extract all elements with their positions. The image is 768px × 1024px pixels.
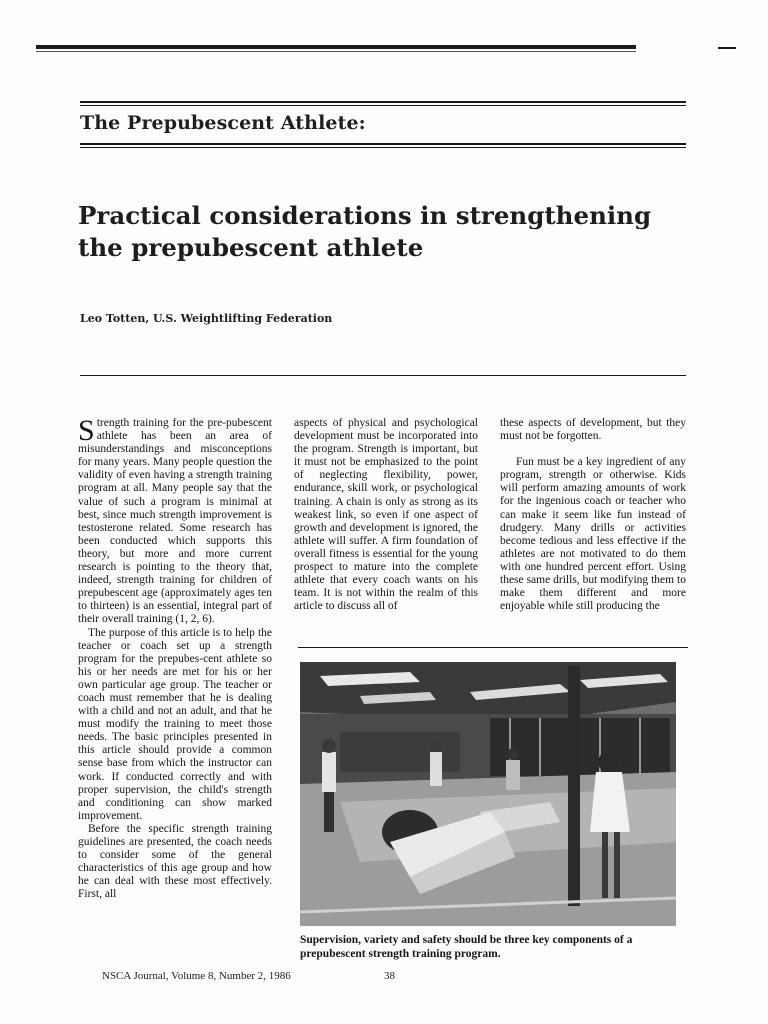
paragraph-4: aspects of physical and psychological development must be incorporated into the program. Strength is important, but it must not be emphasized to the point of neglecting flexibility, power, endurance, skill work, or psychological training. A chain is only as strong as its weakest link, so even if one aspect of growth and development is ignored, the athlete will suffer. A firm foundation of overall fitness is essential for the young prospect to mature into the complete athlete that every coach wants on his team. It is not within the realm of this article to discuss all of — [294, 417, 478, 613]
photo-caption: Supervision, variety and safety should be three key components of a prepubescent strength training program. — [300, 934, 633, 960]
photo-top-rule — [298, 647, 688, 648]
section-title: The Prepubescent Athlete: — [80, 112, 366, 134]
paragraph-2: The purpose of this article is to help the teacher or coach set up a strength program for the prepubes-cent athlete so his or her needs are met for his or her own particular age group. The teacher or coach must remember that he is dealing with a child and not an adult, and that he must modify the training to meet those needs. The basic principles presented in this article should provide a common sense base from which the instructor can work. If conducted correctly and with proper supervision, the child's strength and conditioning can show marked improvement. — [78, 626, 272, 822]
section-rule-top-2 — [80, 105, 686, 106]
article-title-line-1: Practical considerations in strengthening — [78, 201, 652, 230]
body-column-2 — [294, 417, 478, 613]
section-rule-bottom-2 — [80, 147, 686, 148]
gym-photo — [300, 662, 676, 926]
journal-citation: NSCA Journal, Volume 8, Number 2, 1986 — [102, 970, 291, 982]
section-rule-top-1 — [80, 101, 686, 103]
byline-divider — [80, 375, 686, 376]
article-title-line-2: the prepubescent athlete — [78, 233, 424, 262]
top-scan-bar-thin — [36, 51, 636, 52]
page-number: 38 — [384, 970, 395, 982]
section-rule-bottom-1 — [80, 143, 686, 145]
paragraph-6: Fun must be a key ingredient of any program, strength or otherwise. Kids will perform amazing amounts of work for the ingenious coach or teacher who can make it seem like fun instead of drudgery. Many drills or activities become tedious and less effective if the athletes are not motivated to do them with one hundred percent effort. Using these same drills, but modifying them to make them different and more enjoyable while still producing the — [500, 456, 686, 613]
article-title — [78, 200, 678, 264]
paragraph-1-text: trength training for the pre-pubescent athlete has been an area of misunderstandings and misconceptions for many years. Many people question the validity of even having a strength training program at all. Many people say that the value of such a program is minimal at best, since much strength improvement is testosterone related. Some research has been conducted which supports this theory, but more and more current research is pointing to the theory that, indeed, strength training for children of prepubescent age (approximately ages ten to thirteen) is an essential, integral part of their overall training (1, 2, 6). — [78, 417, 272, 626]
author-byline: Leo Totten, U.S. Weightlifting Federation — [80, 312, 333, 325]
body-column-3 — [500, 417, 686, 613]
top-scan-bar — [36, 45, 636, 49]
paragraph-3: Before the specific strength training guidelines are presented, the coach needs to consider some of the general characteristics of this age group and how he can deal with these most effectively. First, all — [78, 822, 272, 901]
body-column-1 — [78, 414, 272, 901]
scan-edge-mark — [718, 47, 736, 49]
paragraph-1 — [78, 414, 272, 627]
drop-cap: S — [78, 414, 95, 447]
paragraph-5: these aspects of development, but they must not be forgotten. — [500, 417, 686, 443]
